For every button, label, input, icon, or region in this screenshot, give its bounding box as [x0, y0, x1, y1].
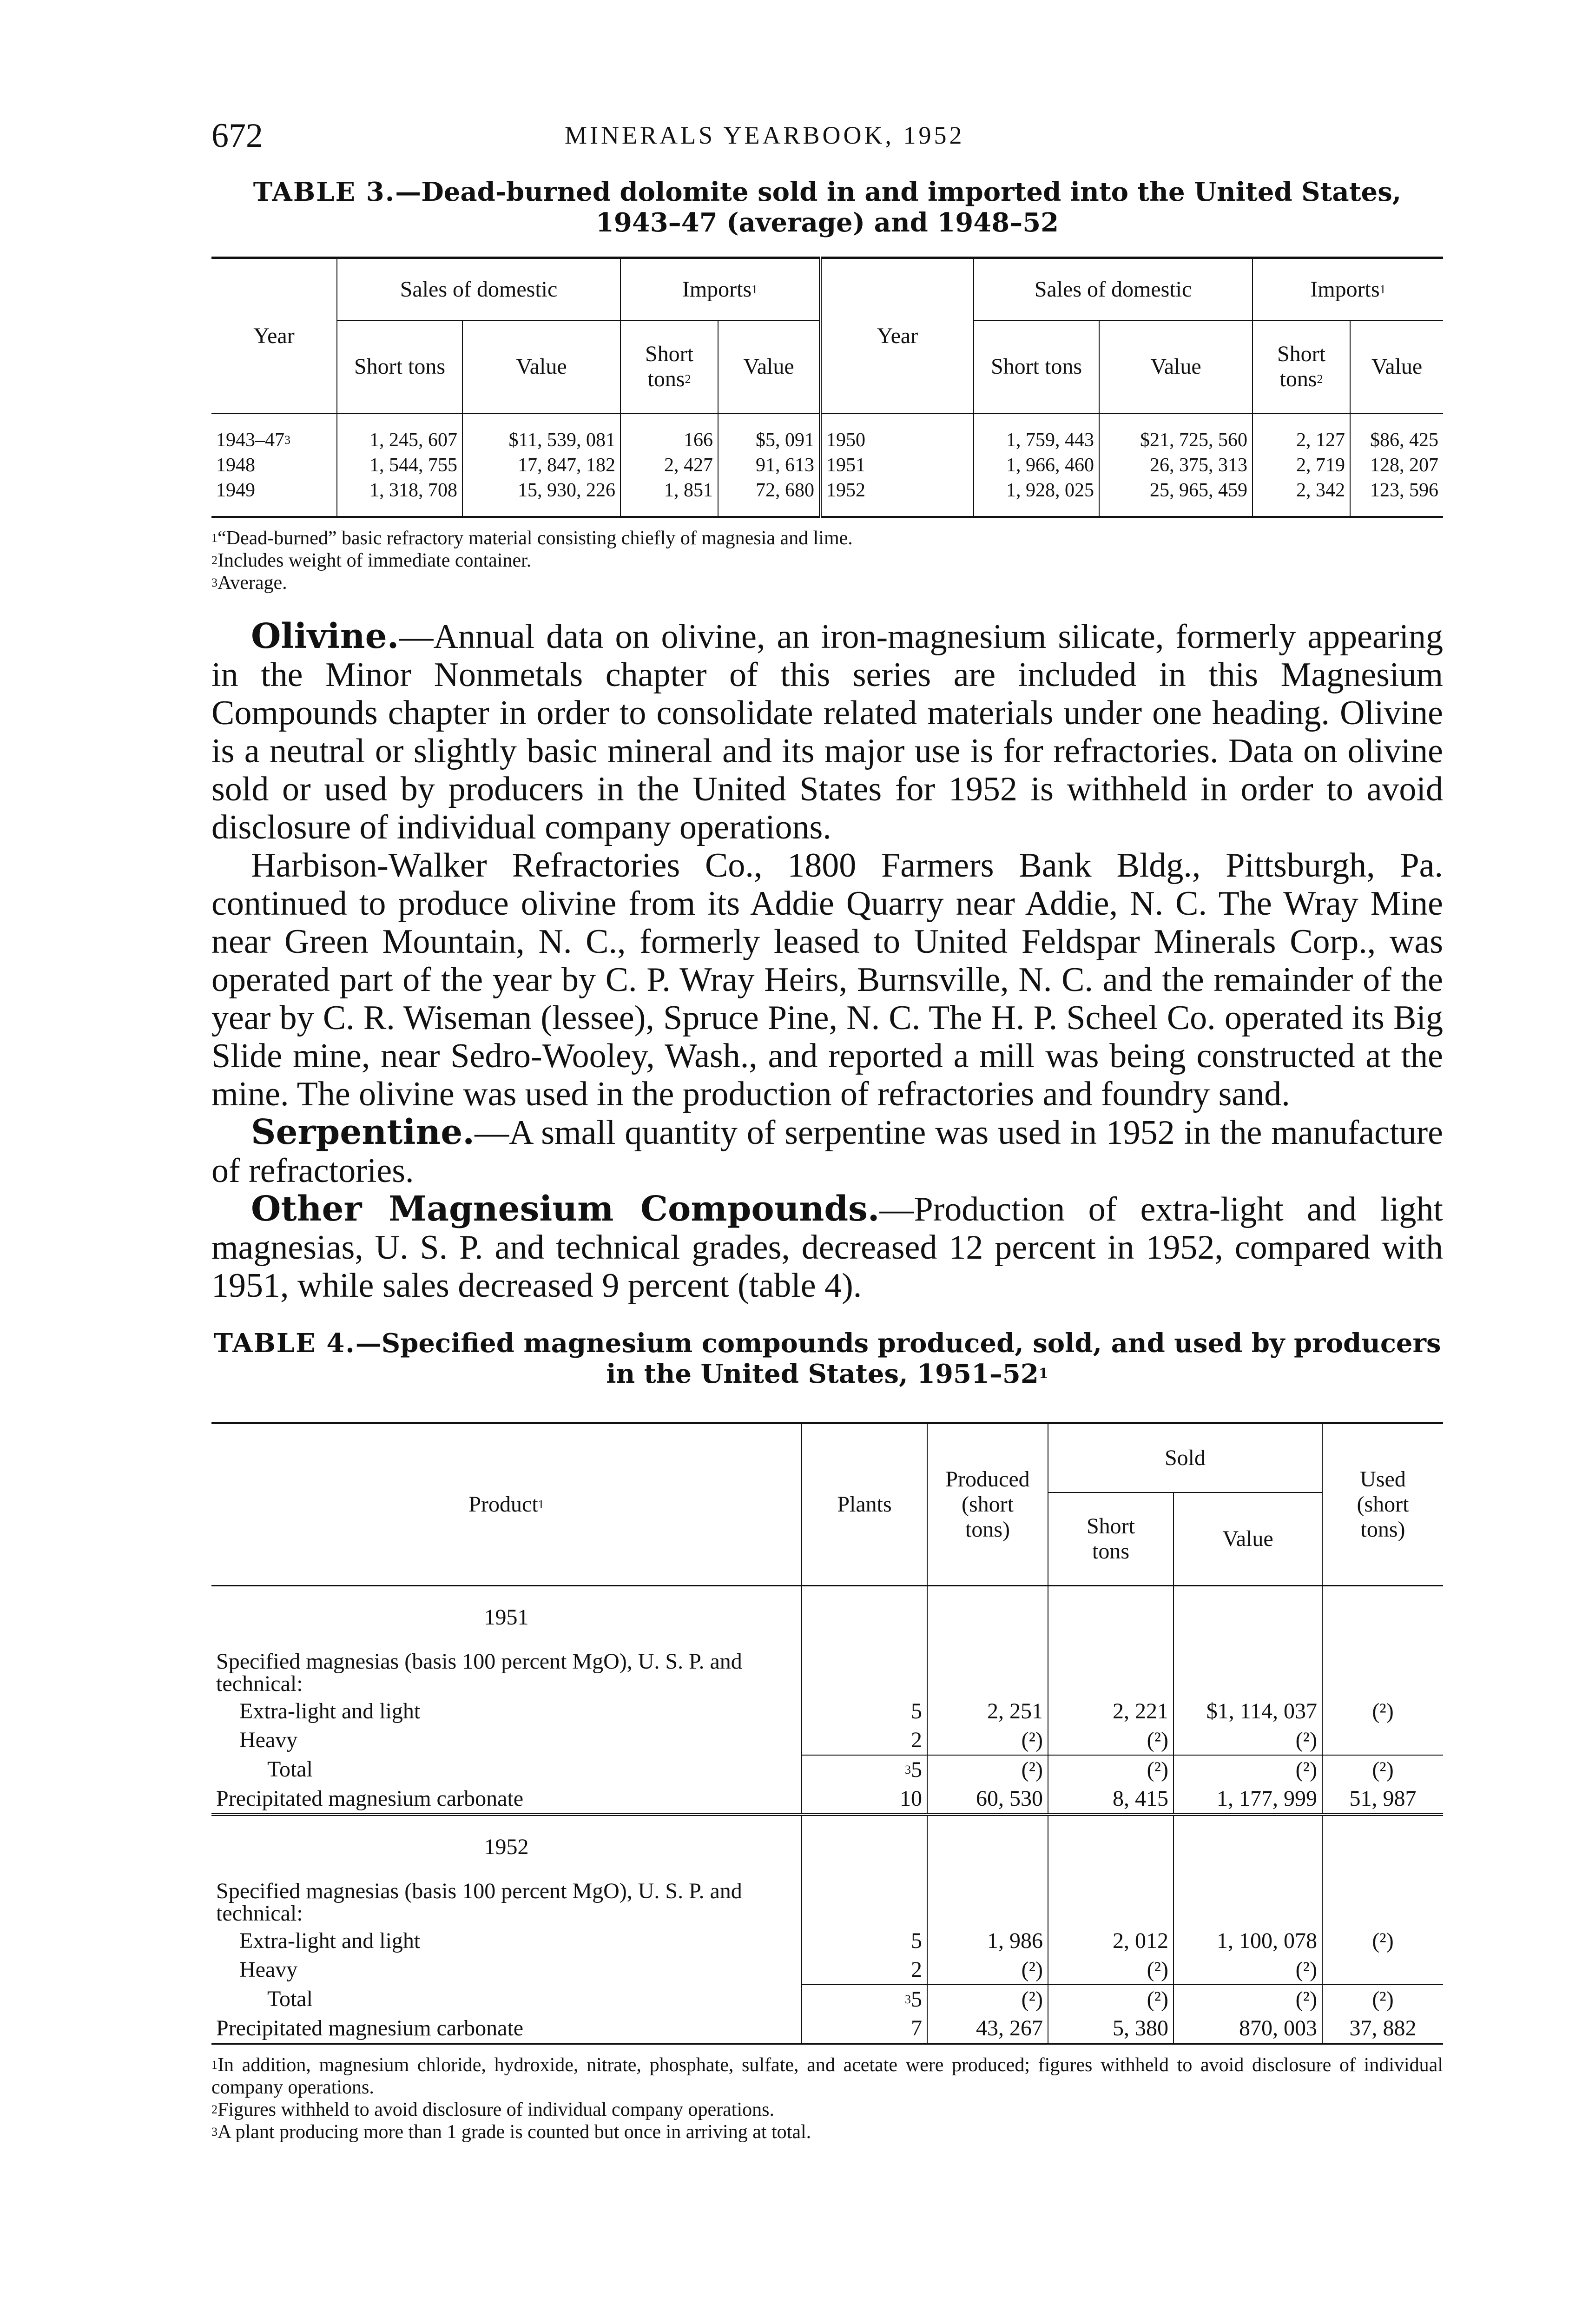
t3-sales-tons-text: 1, 245, 607 [369, 429, 457, 451]
t3-col-imports-right-label: Imports [1310, 277, 1380, 302]
t4-sold-value-text: $1, 114, 037 [1206, 1698, 1317, 1723]
producers-paragraph: Harbison-Walker Refractories Co., 1800 Farmers Bank Bldg., Pittsburgh, Pa. continued to produce olivine from its Addie Quarry near Addie, N. C. The Wray Mine near Green Mountain, N. C., formerly leased to United Feldspar Minerals Corp., was operated part of the year by C. P. Wray Heirs, Burnsville, N. C. and the remainder of the year by C. R. Wiseman (lessee), Spruce Pine, N. C. The H. P. Scheel Co. operated its Big Slide mine, near Sedro-Wooley, Wash., and reported a mill was being constructed at the mine. The olivine was used in the production of refractories and foundry sand. [211, 846, 1443, 1113]
t4-empty-cell [1173, 1649, 1322, 1697]
t4-sold-tons [1048, 1955, 1173, 1985]
t3-sales-tons-text: 1, 759, 443 [1006, 429, 1094, 451]
t4-produced [927, 1985, 1048, 2014]
t3-imports-tons [620, 478, 718, 503]
table4-title-note: 1 [1038, 1365, 1048, 1382]
table4 [211, 1422, 1443, 2045]
olivine-paragraph [211, 617, 1443, 846]
t3-year-text: 1948 [216, 454, 255, 476]
t3-sales-value-text: 25, 965, 459 [1150, 479, 1247, 501]
t4-used [1322, 2014, 1443, 2044]
table4-row-label [211, 1726, 802, 1755]
table4-total-row [211, 1985, 1443, 2014]
t4-produced-text: 2, 251 [987, 1698, 1043, 1723]
t4-produced [927, 2014, 1048, 2044]
t4-group-label [211, 1649, 802, 1697]
t4-col-product-label: Product [468, 1492, 538, 1517]
t3-sales-tons [974, 428, 1099, 453]
t4-year-label [211, 1815, 802, 1878]
table4-row [211, 1726, 1443, 1755]
t4-produced [927, 1697, 1048, 1726]
t4-sold-value-text: (²) [1295, 1727, 1317, 1752]
t3-year [820, 478, 974, 503]
t4-sold-tons-text: 2, 012 [1113, 1928, 1168, 1953]
t3-col-sales-left: Sales of domestic [337, 258, 620, 321]
t3-sales-value-text: 15, 930, 226 [518, 479, 615, 501]
t4-empty-cell [1322, 1878, 1443, 1927]
t4-sold-tons [1048, 2014, 1173, 2044]
t3-imports-tons [620, 428, 718, 453]
t4-used [1322, 1927, 1443, 1955]
t3-year-text: 1952 [826, 479, 865, 501]
t4-produced-text: (²) [1021, 1957, 1043, 1982]
t4-sold-value [1173, 1927, 1322, 1955]
table4-carbonate-row-label [211, 1784, 802, 1815]
table3-footnotes [211, 527, 1443, 594]
t4-empty-cell [1322, 1585, 1443, 1649]
table4-carbonate-row [211, 2014, 1443, 2044]
t3-footnote-mark: 3 [211, 575, 218, 589]
olivine-heading: Olivine. [251, 616, 399, 656]
t3-sales-tons-text: 1, 928, 025 [1006, 479, 1094, 501]
t4-sold-value [1173, 2014, 1322, 2044]
table4-total-row-label [211, 1985, 802, 2014]
t4-sold-tons [1048, 1927, 1173, 1955]
t4-used-text: (²) [1372, 1987, 1394, 2012]
t4-plants-text: 5 [911, 1987, 922, 2012]
serpentine-paragraph [211, 1113, 1443, 1190]
t3-col-imports-right [1253, 258, 1443, 321]
t4-year-row [211, 1815, 1443, 1878]
t4-sold-value-text: 870, 003 [1239, 2015, 1317, 2040]
t3-col-imports-right-note: 1 [1379, 282, 1386, 296]
t3-col-short-tons-left: Short tons [337, 321, 462, 414]
table3-row [211, 453, 1443, 478]
t4-sold-tons-text: 8, 415 [1113, 1786, 1168, 1811]
t4-produced-text: 43, 267 [976, 2015, 1043, 2040]
t4-col-sold-value: Value [1173, 1492, 1322, 1585]
t3-imports-tons-text: 2, 427 [664, 454, 713, 476]
t3-year-text: 1951 [826, 454, 865, 476]
t4-year-label [211, 1585, 802, 1649]
t3-imports-tons [1253, 453, 1350, 478]
t3-col-year-right: Year [820, 258, 974, 414]
other-compounds-paragraph [211, 1190, 1443, 1305]
t4-empty-cell [927, 1585, 1048, 1649]
table3-label: TABLE 3. [253, 177, 396, 207]
table4-row-label [211, 1697, 802, 1726]
t3-footnote-text: “Dead-burned” basic refractory material consisting chiefly of magnesia and lime. [218, 527, 853, 549]
t3-sales-tons [974, 453, 1099, 478]
t4-sold-tons [1048, 1755, 1173, 1784]
t3-col-value-right: Value [1099, 321, 1253, 414]
t4-sold-value [1173, 1985, 1322, 2014]
page [211, 116, 1443, 2143]
table3-row [211, 428, 1443, 453]
t3-col-imp-tons-right-label: Short tons [1277, 342, 1325, 392]
t4-empty-cell [1322, 1815, 1443, 1878]
t4-used [1322, 1784, 1443, 1815]
serpentine-heading: Serpentine. [251, 1112, 475, 1152]
table4-carbonate-row-label [211, 2014, 802, 2044]
t4-sold-value-text: 1, 100, 078 [1217, 1928, 1317, 1953]
t3-footnote-text: Includes weight of immediate container. [218, 549, 532, 571]
t4-empty-cell [1048, 1815, 1173, 1878]
t4-col-product-note: 1 [538, 1497, 544, 1511]
t4-sold-tons [1048, 1697, 1173, 1726]
t3-imports-value [718, 453, 820, 478]
t4-plants [802, 1726, 927, 1755]
t4-produced-text: 1, 986 [987, 1928, 1043, 1953]
t4-plants [802, 2014, 927, 2044]
t4-plants [802, 1697, 927, 1726]
t3-col-imp-value-right: Value [1350, 321, 1443, 414]
t4-used [1322, 1985, 1443, 2014]
t3-sales-tons [337, 478, 462, 503]
running-header [211, 116, 1443, 167]
t4-footnote [211, 2099, 1443, 2121]
t3-year-text: 1943–47 [216, 429, 284, 451]
table4-row-label [211, 1955, 802, 1985]
t4-empty-cell [802, 1585, 927, 1649]
t3-imports-tons [1253, 478, 1350, 503]
t4-used [1322, 1755, 1443, 1784]
t3-year [211, 428, 337, 453]
table4-total-row-label [211, 1755, 802, 1784]
t4-col-sold: Sold [1048, 1423, 1322, 1492]
olivine-body: —Annual data on olivine, an iron-magnesium silicate, formerly appearing in the Minor Nonmetals chapter of this series are included in this Magnesium Compounds chapter in order to consolidate related materials under one heading. Olivine is a neutral or slightly basic mineral and its major use is for refractories. Data on olivine sold or used by producers in the United States for 1952 is withheld in order to avoid disclosure of individual company operations. [211, 617, 1443, 846]
t3-year [211, 453, 337, 478]
table4-row-label-text: Heavy [239, 1728, 298, 1752]
body-text [211, 617, 1443, 1305]
t3-col-sales-right: Sales of domestic [974, 258, 1253, 321]
t4-produced [927, 1927, 1048, 1955]
t3-year [820, 428, 974, 453]
t4-empty-cell [1048, 1878, 1173, 1927]
t4-produced-text: 60, 530 [976, 1786, 1043, 1811]
t4-sold-tons-text: (²) [1147, 1757, 1168, 1782]
t4-col-plants: Plants [802, 1423, 927, 1585]
t3-sales-tons-text: 1, 318, 708 [369, 479, 457, 501]
t4-produced-text: (²) [1021, 1727, 1043, 1752]
t4-empty-cell [1173, 1878, 1322, 1927]
t4-produced [927, 1955, 1048, 1985]
t4-footnote-text: In addition, magnesium chloride, hydroxide, nitrate, phosphate, sulfate, and acetate were produced; figures withheld to avoid disclosure of individual company operations. [211, 2054, 1443, 2098]
t3-sales-value-text: 26, 375, 313 [1150, 454, 1247, 476]
t4-produced [927, 1784, 1048, 1815]
t4-produced-text: (²) [1021, 1757, 1043, 1782]
t4-sold-tons [1048, 1985, 1173, 2014]
t4-plants [802, 1755, 927, 1784]
t4-plants [802, 1955, 927, 1985]
t4-used-text: (²) [1372, 1928, 1394, 1953]
t3-sales-value [462, 478, 620, 503]
t4-sold-value [1173, 1955, 1322, 1985]
t4-used-text: (²) [1372, 1757, 1394, 1782]
t4-empty-cell [1173, 1585, 1322, 1649]
t3-sales-value-text: $21, 725, 560 [1140, 429, 1247, 451]
t4-empty-cell [1048, 1649, 1173, 1697]
t4-sold-tons-text: 2, 221 [1113, 1698, 1168, 1723]
table4-title [211, 1328, 1443, 1389]
t3-imports-tons [1253, 428, 1350, 453]
t3-imports-tons-text: 166 [684, 429, 713, 451]
t3-imports-value [1350, 428, 1443, 453]
table4-row-label-text: Extra-light and light [239, 1928, 421, 1953]
t3-col-value-left: Value [462, 321, 620, 414]
t3-col-short-tons-right: Short tons [974, 321, 1099, 414]
table4-row [211, 1697, 1443, 1726]
t4-sold-value-text: 1, 177, 999 [1217, 1786, 1317, 1811]
t4-footnote-mark: 1 [211, 2058, 218, 2072]
table4-total-row [211, 1755, 1443, 1784]
t4-plants-note: 3 [905, 1763, 911, 1776]
t4-plants-text: 5 [911, 1757, 922, 1782]
t3-sales-tons-text: 1, 544, 755 [369, 454, 457, 476]
t3-imports-value [718, 428, 820, 453]
serpentine-body: —A small quantity of serpentine was used in 1952 in the manufacture of refractories. [211, 1113, 1443, 1190]
t4-sold-tons-text: (²) [1147, 1727, 1168, 1752]
table4-total-row-label-text: Total [267, 1757, 313, 1782]
t4-footnote-text: A plant producing more than 1 grade is counted but once in arriving at total. [218, 2121, 811, 2143]
t3-sales-tons [337, 428, 462, 453]
t4-empty-cell [1322, 1649, 1443, 1697]
t4-empty-cell [802, 1815, 927, 1878]
table4-footnotes [211, 2054, 1443, 2143]
t3-col-imp-tons-right [1253, 321, 1350, 414]
table4-carbonate-row-label-text: Precipitated magnesium carbonate [216, 2015, 524, 2040]
t3-footnote [211, 527, 1443, 549]
t4-used-text: 37, 882 [1349, 2015, 1417, 2040]
t3-year-note: 3 [284, 433, 290, 447]
t3-imports-value-text: 123, 596 [1370, 479, 1438, 501]
t3-imports-value-text: 128, 207 [1370, 454, 1438, 476]
other-compounds-heading: Other Magnesium Compounds. [251, 1188, 880, 1229]
page-number: 672 [211, 117, 263, 155]
t4-group-label-text: Specified magnesias (basis 100 percent MgO), U. S. P. and technical: [216, 1878, 742, 1926]
t4-group-row [211, 1878, 1443, 1927]
t3-col-year-left: Year [211, 258, 337, 414]
t4-empty-cell [802, 1878, 927, 1927]
t4-plants [802, 1784, 927, 1815]
t3-sales-value [1099, 428, 1253, 453]
t3-sales-value [1099, 453, 1253, 478]
t4-plants-note: 3 [905, 1992, 911, 2006]
t4-sold-value-text: (²) [1295, 1757, 1317, 1782]
t4-plants-text: 2 [911, 1957, 922, 1982]
table4-row [211, 1927, 1443, 1955]
t4-footnote [211, 2121, 1443, 2143]
table3-title [211, 177, 1443, 238]
table4-carbonate-row-label-text: Precipitated magnesium carbonate [216, 1786, 524, 1811]
t4-empty-cell [927, 1815, 1048, 1878]
t4-col-produced: Produced (short tons) [927, 1423, 1048, 1585]
t4-sold-value-text: (²) [1295, 1957, 1317, 1982]
t4-used [1322, 1697, 1443, 1726]
table4-title-text: —Specified magnesium compounds produced, sold, and used by producers in the United States, 1951–52 [355, 1327, 1441, 1389]
t4-plants-text: 10 [900, 1786, 922, 1811]
t3-year-text: 1950 [826, 429, 865, 451]
t4-footnote-text: Figures withheld to avoid disclosure of individual company operations. [218, 2099, 774, 2120]
t3-imports-tons [620, 453, 718, 478]
t4-footnote [211, 2054, 1443, 2099]
t4-empty-cell [802, 1649, 927, 1697]
t3-imports-value-text: $86, 425 [1370, 429, 1438, 451]
t4-empty-cell [927, 1878, 1048, 1927]
t3-col-imp-tons-left-note: 2 [685, 372, 691, 386]
t4-sold-value-text: (²) [1295, 1987, 1317, 2012]
t3-col-imp-tons-left [620, 321, 718, 414]
t4-used [1322, 1726, 1443, 1755]
t3-year-text: 1949 [216, 479, 255, 501]
t3-col-imp-tons-right-note: 2 [1317, 372, 1323, 386]
table4-row-label [211, 1927, 802, 1955]
other-compounds-body: —Production of extra-light and light magnesias, U. S. P. and technical grades, decreased 12 percent in 1952, compared with 1951, while sales decreased 9 percent (table 4). [211, 1190, 1443, 1305]
t3-sales-value [1099, 478, 1253, 503]
t4-sold-tons-text: (²) [1147, 1957, 1168, 1982]
t3-footnote-text: Average. [218, 572, 287, 594]
t3-footnote [211, 549, 1443, 572]
t4-col-product [211, 1423, 802, 1585]
t4-group-label-text: Specified magnesias (basis 100 percent MgO), U. S. P. and technical: [216, 1649, 742, 1696]
t4-sold-value [1173, 1726, 1322, 1755]
t4-footnote-mark: 2 [211, 2102, 218, 2116]
t4-sold-tons [1048, 1726, 1173, 1755]
t4-plants-text: 2 [911, 1727, 922, 1752]
t4-empty-cell [1048, 1585, 1173, 1649]
t3-sales-value-text: $11, 539, 081 [508, 429, 615, 451]
t4-used-text: 51, 987 [1349, 1786, 1417, 1811]
t3-imports-value [718, 478, 820, 503]
t4-plants [802, 1985, 927, 2014]
t3-sales-tons-text: 1, 966, 460 [1006, 454, 1094, 476]
t4-sold-value [1173, 1697, 1322, 1726]
t4-produced [927, 1726, 1048, 1755]
t4-plants-text: 5 [911, 1928, 922, 1953]
t3-col-imp-value-left: Value [718, 321, 820, 414]
t4-used-text: (²) [1372, 1698, 1394, 1723]
t4-footnote-mark: 3 [211, 2125, 218, 2139]
t4-empty-cell [927, 1649, 1048, 1697]
t4-sold-value [1173, 1755, 1322, 1784]
t3-sales-value [462, 428, 620, 453]
t4-col-used: Used (short tons) [1322, 1423, 1443, 1585]
t3-year [820, 453, 974, 478]
table4-row-label-text: Extra-light and light [239, 1698, 421, 1723]
t3-col-imports-left-note: 1 [752, 282, 758, 296]
t3-imports-tons-text: 2, 127 [1296, 429, 1345, 451]
table3-body [211, 428, 1443, 503]
t4-used [1322, 1955, 1443, 1985]
t3-sales-tons [337, 453, 462, 478]
table4-body [211, 1585, 1443, 2044]
t4-produced-text: (²) [1021, 1987, 1043, 2012]
t3-sales-value-text: 17, 847, 182 [518, 454, 615, 476]
table4-carbonate-row [211, 1784, 1443, 1815]
table4-row-label-text: Heavy [239, 1957, 298, 1982]
t3-imports-tons-text: 1, 851 [664, 479, 713, 501]
t3-sales-tons [974, 478, 1099, 503]
t3-imports-tons-text: 2, 342 [1296, 479, 1345, 501]
t3-imports-value-text: 91, 613 [756, 454, 814, 476]
t3-footnote [211, 572, 1443, 594]
t3-col-imports-left-label: Imports [682, 277, 752, 302]
t4-empty-cell [1173, 1815, 1322, 1878]
t4-sold-tons-text: 5, 380 [1113, 2015, 1168, 2040]
t4-produced [927, 1755, 1048, 1784]
table4-row [211, 1955, 1443, 1985]
t3-sales-value [462, 453, 620, 478]
t3-imports-value [1350, 453, 1443, 478]
t4-sold-value [1173, 1784, 1322, 1815]
table4-total-row-label-text: Total [267, 1987, 313, 2011]
t3-footnote-mark: 2 [211, 553, 218, 567]
t3-col-imp-tons-left-label: Short tons [645, 342, 693, 392]
t4-group-row [211, 1649, 1443, 1697]
t3-col-imports-left [620, 258, 820, 321]
t4-year-text: 1951 [484, 1604, 529, 1630]
table4-label: TABLE 4. [213, 1327, 356, 1359]
t4-year-text: 1952 [484, 1834, 529, 1859]
table3 [211, 257, 1443, 518]
t4-col-sold-tons: Short tons [1048, 1492, 1173, 1585]
t3-imports-value [1350, 478, 1443, 503]
table3-row [211, 478, 1443, 503]
t3-imports-value-text: $5, 091 [756, 429, 814, 451]
t4-plants-text: 5 [911, 1698, 922, 1723]
t4-sold-tons [1048, 1784, 1173, 1815]
table3-title-text: —Dead-burned dolomite sold in and imported into the United States, 1943–47 (average) and 1948–52 [395, 177, 1402, 238]
t3-year [211, 478, 337, 503]
t4-plants-text: 7 [911, 2015, 922, 2040]
t4-plants [802, 1927, 927, 1955]
t3-imports-tons-text: 2, 719 [1296, 454, 1345, 476]
t3-imports-value-text: 72, 680 [756, 479, 814, 501]
t3-footnote-mark: 1 [211, 531, 218, 545]
t4-year-row [211, 1585, 1443, 1649]
t4-group-label [211, 1878, 802, 1927]
t4-sold-tons-text: (²) [1147, 1987, 1168, 2012]
running-title: MINERALS YEARBOOK, 1952 [565, 121, 965, 149]
